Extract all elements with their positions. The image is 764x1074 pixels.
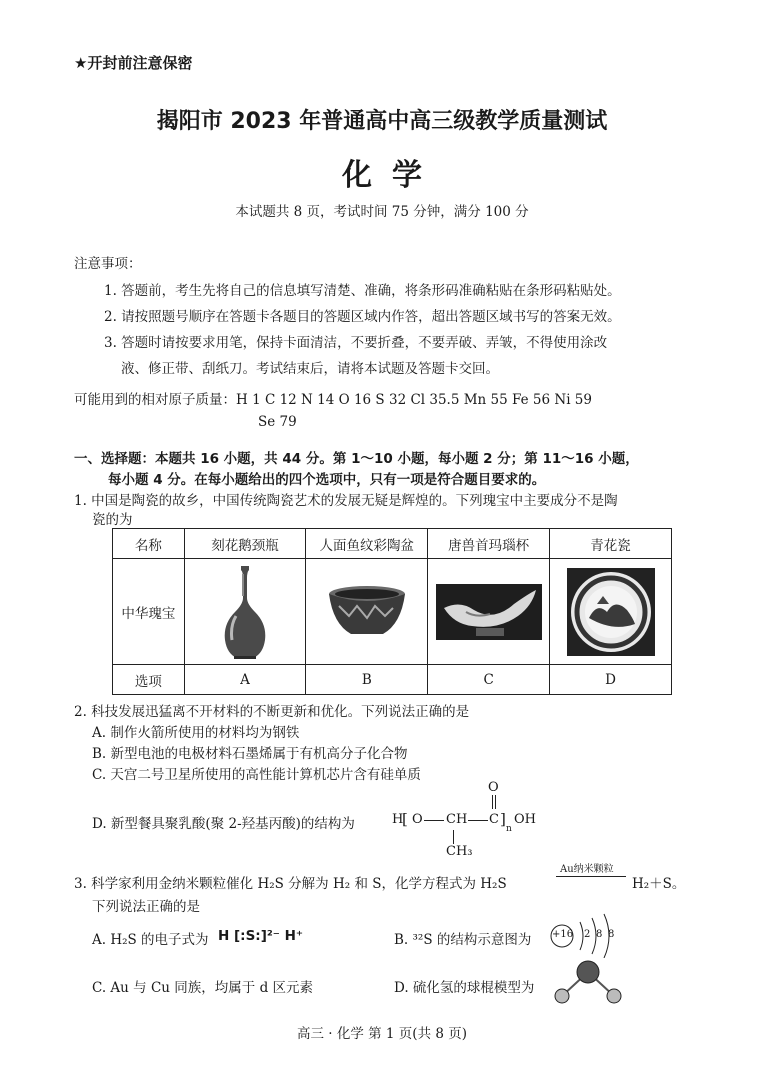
question-3-option-b: B. ³²S 的结构示意图为 xyxy=(394,932,532,948)
formula-bracket-close: ] xyxy=(500,810,506,828)
table-header-cell: 唐兽首玛瑙杯 xyxy=(428,529,550,559)
question-3-products: H₂＋S。 xyxy=(632,876,686,892)
exam-title: 揭阳市 2023 年普通高中高三级教学质量测试 xyxy=(156,109,608,134)
table-header-cell: 青花瓷 xyxy=(550,529,672,559)
table-option-label: 选项 xyxy=(113,665,185,695)
question-2-option-a: A. 制作火箭所使用的材料均为钢铁 xyxy=(92,725,300,741)
note-item: 1. 答题前，考生先将自己的信息填写清楚、准确，将条形码准确粘贴在条形码粘贴处。 xyxy=(104,283,621,299)
nucleus-charge: +16 xyxy=(552,929,574,940)
formula-ch3: CH₃ xyxy=(446,844,473,859)
question-1-stem: 瓷的为 xyxy=(92,512,133,528)
question-3-stem: 3. 科学家利用金纳米颗粒催化 H₂S 分解为 H₂ 和 S，化学方程式为 H₂S xyxy=(74,876,507,892)
basin-image-cell xyxy=(306,559,428,665)
table-row-label: 中华瑰宝 xyxy=(113,559,185,665)
question-3-option-d: D. 硫化氢的球棍模型为 xyxy=(394,980,535,996)
atomic-masses-line: Se 79 xyxy=(258,414,297,430)
page-footer: 高三 · 化学 第 1 页(共 8 页) xyxy=(296,1026,468,1042)
catalyst-label: Au纳米颗粒 xyxy=(560,864,614,875)
table-header-cell: 名称 xyxy=(113,529,185,559)
question-3-stem: 下列说法正确的是 xyxy=(92,899,200,915)
formula-oh: OH xyxy=(514,812,536,827)
shell-electrons: 8 xyxy=(596,929,603,940)
confidential-notice: ★开封前注意保密 xyxy=(74,54,193,72)
table-row xyxy=(113,559,672,665)
table-option-cell: D xyxy=(550,665,672,695)
formula-h: H xyxy=(392,812,404,827)
table-option-cell: A xyxy=(184,665,306,695)
section-heading: 一、选择题：本题共 16 小题，共 44 分。第 1～10 小题，每小题 2 分；第 11～16 小题， xyxy=(74,451,639,467)
question-1-stem: 1. 中国是陶瓷的故乡，中国传统陶瓷艺术的发展无疑是辉煌的。下列瑰宝中主要成分不是陶 xyxy=(74,493,618,509)
reaction-arrow-line xyxy=(556,876,626,877)
shell-electrons: 2 xyxy=(584,929,591,940)
formula-c: C xyxy=(489,812,499,827)
polylactic-acid-structure xyxy=(392,780,552,860)
table-option-cell: B xyxy=(306,665,428,695)
question-2-option-c: C. 天宫二号卫星所使用的高性能计算机芯片含有硅单质 xyxy=(92,767,421,783)
formula-bracket-open: [ xyxy=(402,810,408,828)
cup-image-cell xyxy=(428,559,550,665)
formula-n: n xyxy=(506,824,512,834)
atomic-masses-line: 可能用到的相对原子质量：H 1 C 12 N 14 O 16 S 32 Cl 35.5 Mn 55 Fe 56 Ni 59 xyxy=(74,392,592,408)
section-heading: 每小题 4 分。在每小题给出的四个选项中，只有一项是符合题目要求的。 xyxy=(108,472,546,488)
question-3-option-a: A. H₂S 的电子式为 xyxy=(92,932,209,948)
carbonyl-oxygen: O xyxy=(488,780,499,795)
bond-line xyxy=(424,820,444,821)
table-row xyxy=(113,665,672,695)
table-header-cell: 刻花鹅颈瓶 xyxy=(184,529,306,559)
bond-line xyxy=(453,830,454,844)
electron-formula: H [:S:]²⁻ H⁺ xyxy=(218,928,304,944)
vase-image-cell xyxy=(184,559,306,665)
porcelain-image-cell xyxy=(550,559,672,665)
table-header-cell: 人面鱼纹彩陶盆 xyxy=(306,529,428,559)
double-bond-line xyxy=(495,795,496,809)
double-bond-line xyxy=(492,795,493,809)
beast-head-agate-cup-image xyxy=(436,584,542,640)
fish-pattern-basin-image xyxy=(325,582,409,642)
ball-and-stick-model xyxy=(548,958,628,1006)
question-2-option-d: D. 新型餐具聚乳酸(聚 2-羟基丙酸)的结构为 xyxy=(92,816,355,832)
exam-info: 本试题共 8 页，考试时间 75 分钟，满分 100 分 xyxy=(235,204,529,220)
treasure-table xyxy=(112,528,672,695)
table-option-cell: C xyxy=(428,665,550,695)
notes-title: 注意事项： xyxy=(74,256,142,272)
shell-electrons: 8 xyxy=(608,929,615,940)
question-2-option-b: B. 新型电池的电极材料石墨烯属于有机高分子化合物 xyxy=(92,746,408,762)
note-item: 2. 请按照题号顺序在答题卡各题目的答题区域内作答，超出答题区域书写的答案无效。 xyxy=(104,309,621,325)
atomic-structure-diagram xyxy=(548,908,648,958)
goose-neck-vase-image xyxy=(220,564,270,660)
blue-white-porcelain-image xyxy=(567,568,655,656)
table-row xyxy=(113,529,672,559)
formula-ch: CH xyxy=(446,812,468,827)
subject-title: 化学 xyxy=(342,158,442,193)
note-item: 液、修正带、刮纸刀。考试结束后，请将本试题及答题卡交回。 xyxy=(121,361,499,377)
note-item: 3. 答题时请按要求用笔，保持卡面清洁，不要折叠，不要弄破、弄皱，不得使用涂改 xyxy=(104,335,608,351)
formula-o: O xyxy=(412,812,423,827)
bond-line xyxy=(468,820,488,821)
question-3-option-c: C. Au 与 Cu 同族，均属于 d 区元素 xyxy=(92,980,313,996)
question-2-stem: 2. 科技发展迅猛离不开材料的不断更新和优化。下列说法正确的是 xyxy=(74,704,470,720)
